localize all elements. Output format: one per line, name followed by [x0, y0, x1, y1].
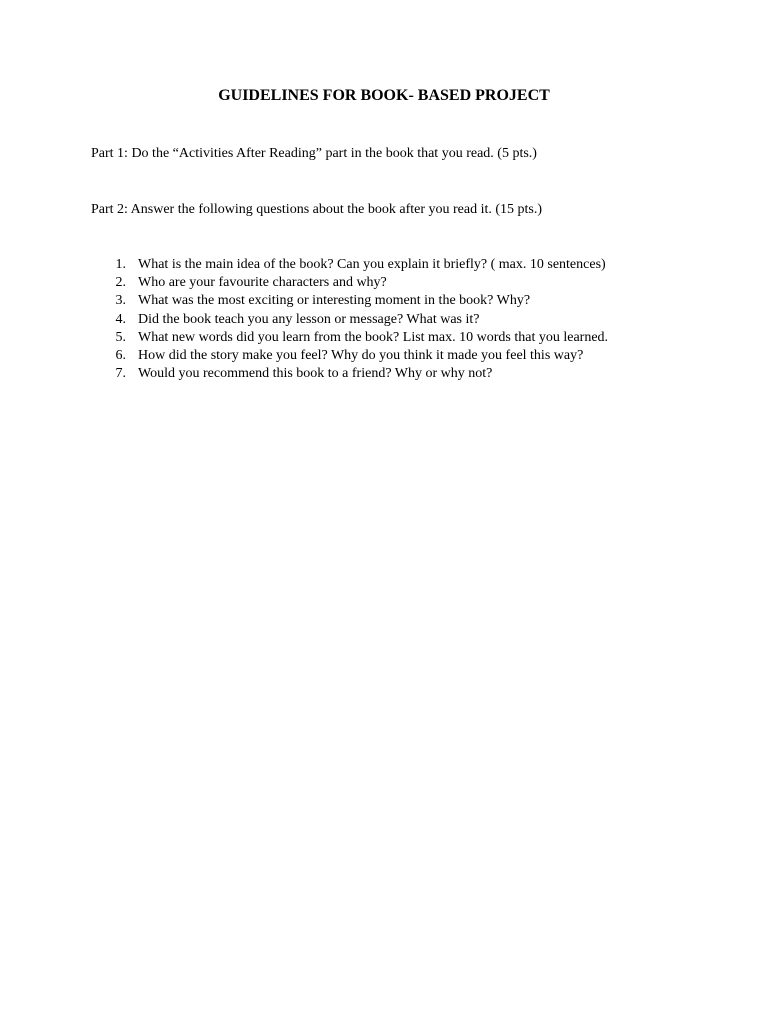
question-list — [0, 256, 768, 383]
question-text: What new words did you learn from the book? List max. 10 words that you learned. — [138, 329, 609, 345]
part-2-instruction: Part 2: Answer the following questions about the book after you read it. (15 pts.) — [91, 202, 543, 217]
question-text: What was the most exciting or interesting moment in the book? Why? — [138, 293, 531, 309]
question-item — [0, 274, 768, 292]
question-item — [0, 256, 768, 274]
question-number: 1. — [115, 257, 126, 272]
question-text: Did the book teach you any lesson or message? What was it? — [138, 311, 480, 327]
question-text: How did the story make you feel? Why do you think it made you feel this way? — [138, 347, 584, 363]
question-item — [0, 347, 768, 365]
question-number: 2. — [115, 275, 126, 291]
question-number: 3. — [115, 293, 126, 309]
question-item — [0, 292, 768, 310]
question-text: Would you recommend this book to a friend? Why or why not? — [138, 366, 493, 382]
question-text: Who are your favourite characters and why? — [138, 275, 387, 291]
question-number: 5. — [115, 329, 126, 345]
question-number: 4. — [115, 311, 126, 327]
question-item — [0, 311, 768, 329]
question-item — [0, 365, 768, 383]
question-item — [0, 329, 768, 347]
question-number: 6. — [115, 347, 126, 363]
question-number: 7. — [115, 366, 126, 382]
part-1-instruction: Part 1: Do the “Activities After Reading” part in the book that you read. (5 pts.) — [91, 146, 537, 161]
page-title: GUIDELINES FOR BOOK- BASED PROJECT — [218, 87, 550, 104]
question-text: What is the main idea of the book? Can you explain it briefly? ( max. 10 sentences) — [138, 257, 606, 272]
